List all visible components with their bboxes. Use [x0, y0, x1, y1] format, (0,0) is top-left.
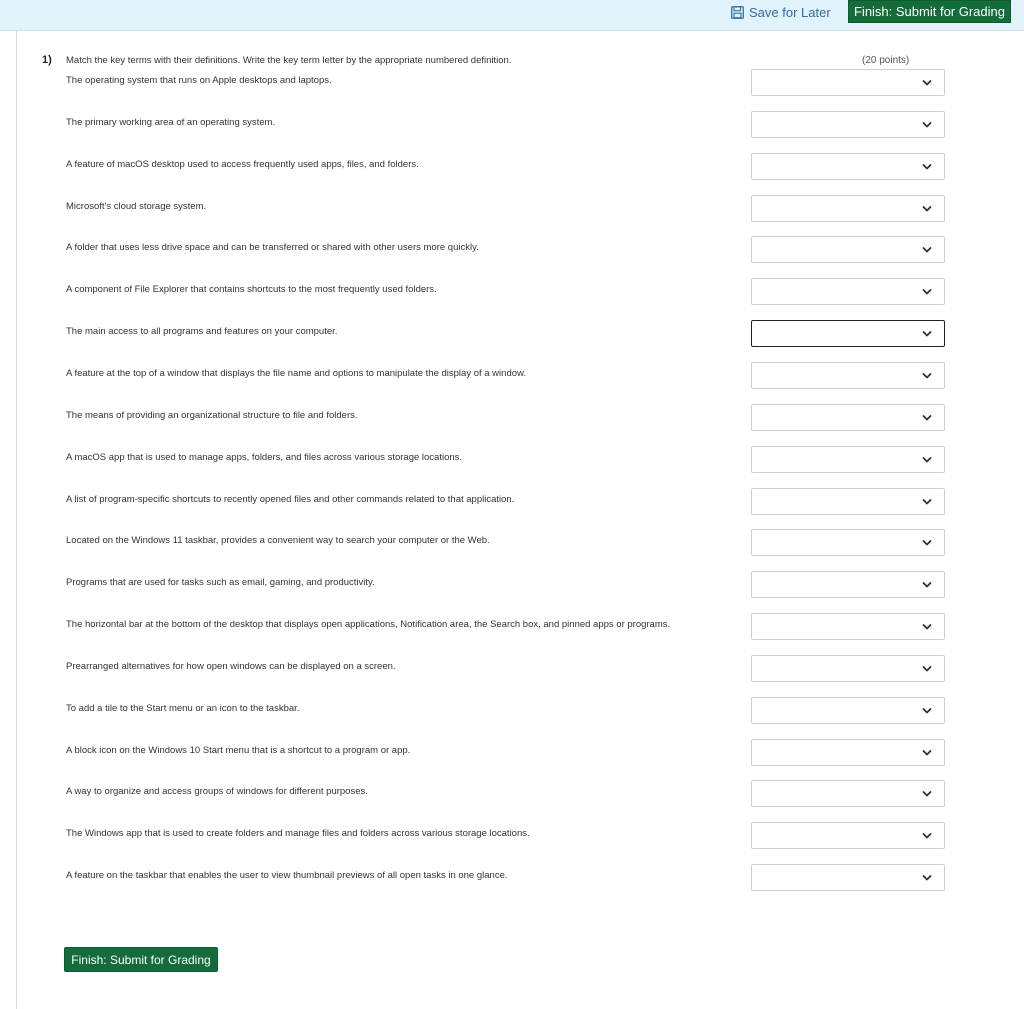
matching-row	[0, 111, 1024, 141]
definition-text: The horizontal bar at the bottom of the desktop that displays open applications, Notification area, the Search box, and pinned apps or programs.	[66, 619, 671, 630]
matching-row	[0, 362, 1024, 392]
definition-text: The primary working area of an operating system.	[66, 117, 276, 128]
matching-row	[0, 446, 1024, 476]
answer-dropdown[interactable]	[751, 278, 945, 305]
answer-dropdown[interactable]	[751, 488, 945, 515]
question-number: 1)	[42, 54, 52, 66]
definition-text: A component of File Explorer that contains shortcuts to the most frequently used folders.	[66, 284, 437, 295]
finish-submit-button-bottom[interactable]: Finish: Submit for Grading	[64, 947, 218, 972]
answer-dropdown[interactable]	[751, 822, 945, 849]
definition-text: A list of program-specific shortcuts to recently opened files and other commands related to that application.	[66, 494, 515, 505]
definition-text: The operating system that runs on Apple desktops and laptops.	[66, 75, 332, 86]
question-instruction: Match the key terms with their definitions. Write the key term letter by the appropriate numbered definition.	[66, 55, 512, 66]
question-points: (20 points)	[862, 55, 910, 66]
answer-dropdown[interactable]	[751, 780, 945, 807]
answer-dropdown[interactable]	[751, 362, 945, 389]
definition-text: Microsoft's cloud storage system.	[66, 201, 207, 212]
definition-text: A feature of macOS desktop used to access frequently used apps, files, and folders.	[66, 159, 419, 170]
matching-row	[0, 780, 1024, 810]
matching-row	[0, 236, 1024, 266]
matching-row	[0, 529, 1024, 559]
matching-row	[0, 195, 1024, 225]
floppy-disk-icon	[731, 6, 744, 19]
matching-row	[0, 278, 1024, 308]
answer-dropdown[interactable]	[751, 613, 945, 640]
definition-text: The main access to all programs and features on your computer.	[66, 326, 338, 337]
save-for-later-button[interactable]	[731, 4, 831, 20]
definition-text: A way to organize and access groups of windows for different purposes.	[66, 786, 368, 797]
matching-row	[0, 404, 1024, 434]
matching-row	[0, 320, 1024, 350]
save-for-later-label: Save for Later	[749, 4, 831, 20]
answer-dropdown[interactable]	[751, 571, 945, 598]
matching-row	[0, 739, 1024, 769]
matching-row	[0, 822, 1024, 852]
answer-dropdown[interactable]	[751, 69, 945, 96]
matching-row	[0, 613, 1024, 643]
matching-row	[0, 488, 1024, 518]
definition-text: A feature at the top of a window that displays the file name and options to manipulate the display of a window.	[66, 368, 526, 379]
definition-text: A macOS app that is used to manage apps, folders, and files across various storage locations.	[66, 452, 463, 463]
definition-text: A block icon on the Windows 10 Start menu that is a shortcut to a program or app.	[66, 745, 411, 756]
definition-text: The means of providing an organizational structure to file and folders.	[66, 410, 358, 421]
definition-text: To add a tile to the Start menu or an icon to the taskbar.	[66, 703, 300, 714]
definition-text: The Windows app that is used to create folders and manage files and folders across various storage locations.	[66, 828, 530, 839]
definition-text: Located on the Windows 11 taskbar, provides a convenient way to search your computer or the Web.	[66, 535, 490, 546]
matching-row	[0, 153, 1024, 183]
definition-text: Prearranged alternatives for how open windows can be displayed on a screen.	[66, 661, 396, 672]
answer-dropdown[interactable]	[751, 529, 945, 556]
answer-dropdown[interactable]	[751, 864, 945, 891]
answer-dropdown[interactable]	[751, 697, 945, 724]
matching-row	[0, 864, 1024, 894]
definition-text: Programs that are used for tasks such as email, gaming, and productivity.	[66, 577, 375, 588]
answer-dropdown[interactable]	[751, 320, 945, 347]
answer-dropdown[interactable]	[751, 655, 945, 682]
answer-dropdown[interactable]	[751, 404, 945, 431]
definition-text: A folder that uses less drive space and can be transferred or shared with other users more quickly.	[66, 242, 479, 253]
finish-submit-button-top[interactable]: Finish: Submit for Grading	[848, 0, 1011, 23]
answer-dropdown[interactable]	[751, 236, 945, 263]
answer-dropdown[interactable]	[751, 153, 945, 180]
top-toolbar	[0, 0, 1024, 31]
answer-dropdown[interactable]	[751, 739, 945, 766]
answer-dropdown[interactable]	[751, 446, 945, 473]
matching-row	[0, 571, 1024, 601]
matching-row	[0, 655, 1024, 685]
definition-text: A feature on the taskbar that enables the user to view thumbnail previews of all open tasks in one glance.	[66, 870, 508, 881]
answer-dropdown[interactable]	[751, 195, 945, 222]
answer-dropdown[interactable]	[751, 111, 945, 138]
matching-row	[0, 69, 1024, 99]
matching-row	[0, 697, 1024, 727]
